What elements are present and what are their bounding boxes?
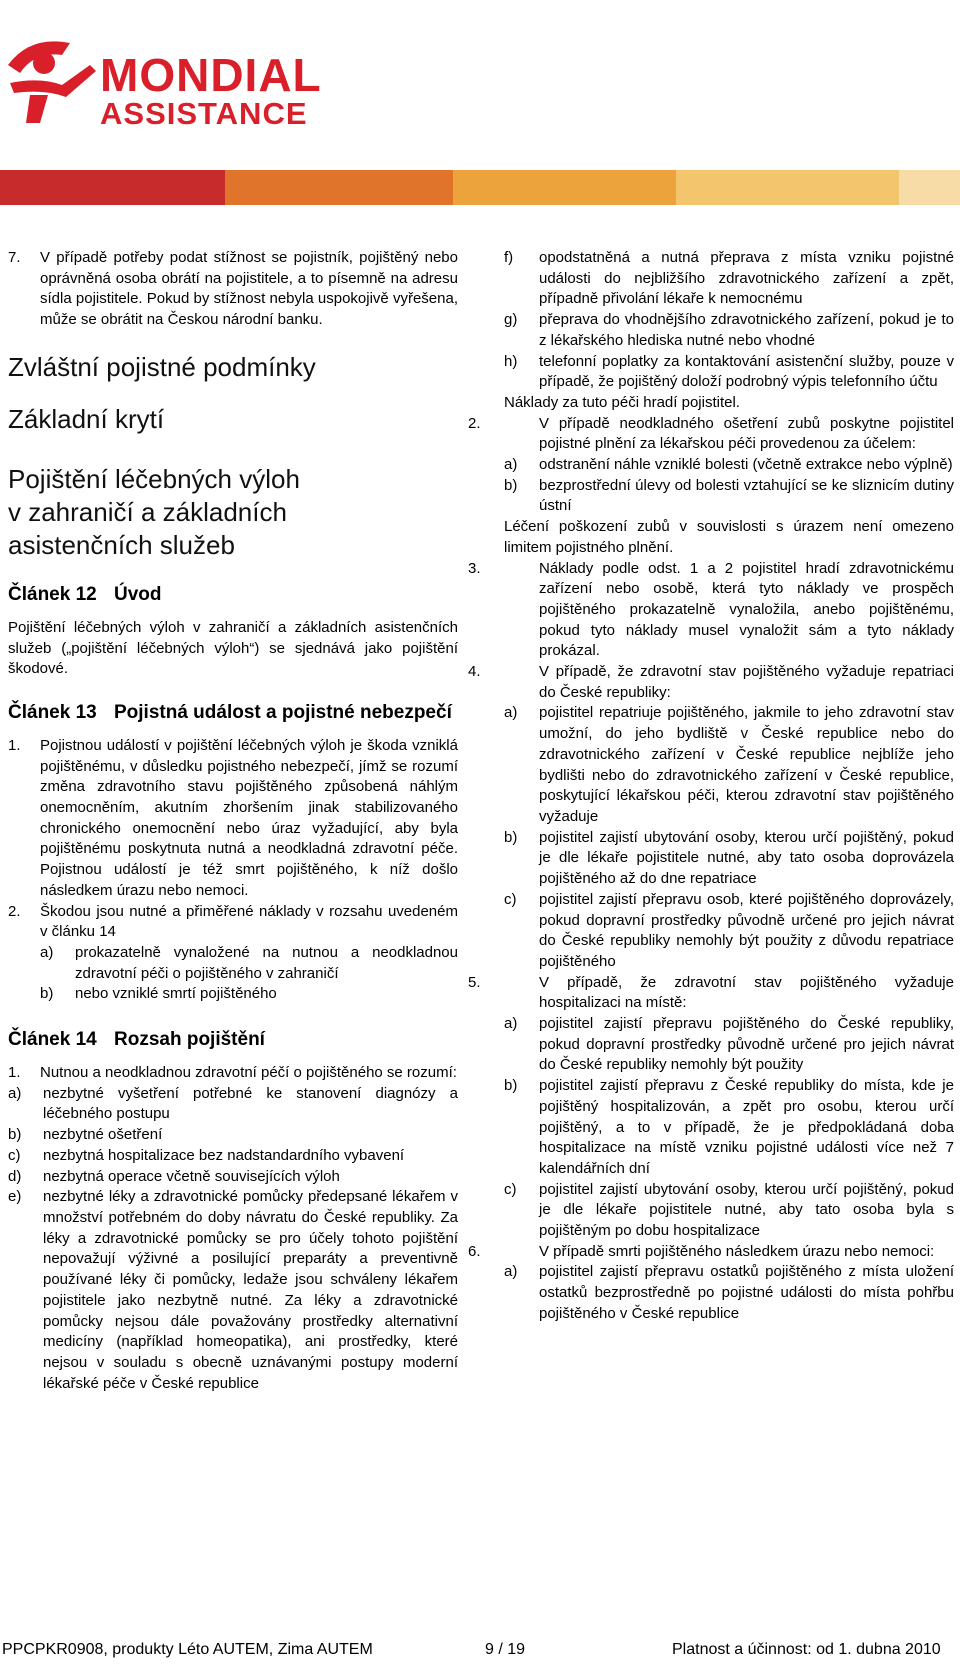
band-segment — [453, 170, 676, 205]
list-item: 1. Nutnou a neodkladnou zdravotní péčí o pojištěného se rozumí: — [8, 1064, 457, 1082]
footer-validity: Platnost a účinnost: od 1. dubna 2010 — [672, 1641, 941, 1658]
sub-item: a) nezbytné vyšetření potřebné ke stanovení diagnózy a léčebného postupu — [8, 1084, 458, 1123]
sub-item: b) bezprostřední úlevy od bolesti vztahující se ke sliznicím dutiny ústní — [504, 476, 954, 515]
sub-item: g) přeprava do vhodnějšího zdravotnického zařízení, pokud je to z lékařského hlediska nutné nebo vhodné — [504, 311, 954, 349]
sub-item: f) opodstatněná a nutná přeprava z místa vzniku pojistné události do nejbližšího zdravotnického zařízení a zpět, případně přivolání lékaře k nemocnému — [504, 249, 954, 308]
logo-text-assistance: ASSISTANCE — [100, 96, 308, 131]
section-title: Pojištění léčebných výloh v zahraničí a základních asistenčních služeb — [8, 463, 300, 560]
sub-item: b) nezbytné ošetření — [8, 1126, 163, 1144]
sub-item: b) pojistitel zajistí přepravu z České republiky do místa, kde je pojištěný hospitalizován, a zpět pro osobu, kterou určí pojištěný, a to v případě, že je předpokládaná doba hospitalizace na místě vzniku pojistné události více než 7 kalendářních dní — [504, 1077, 954, 1177]
list-item: 2. Škodou jsou nutné a přiměřené náklady v rozsahu uvedeném v článku 14 a) prokazatelně vynaložené na nutnou a neodkladnou zdravotní péči o pojištěného v zahraničí b) nebo vzniklé smrtí pojištěného — [8, 902, 458, 1006]
band-segment — [225, 170, 453, 205]
sub-item: a) odstranění náhle vzniklé bolesti (včetně extrakce nebo výplně) — [504, 456, 953, 474]
band-segment — [899, 170, 960, 205]
list-item: 3. Náklady podle odst. 1 a 2 pojistitel hradí zdravotnickému zařízení nebo osobě, která tyto náklady ve prospěch pojištěného prokazatelně vynaložila, anebo pojištěnému, pokud tyto náklady musel vynaložit sám a tyto náklady prokázal. — [468, 559, 954, 660]
sub-item: b) pojistitel zajistí ubytování osoby, kterou určí pojištěný, pokud je dle lékaře pojistitele nutné, aby tato osoba doprovázela pojištěného až do dne repatriace — [504, 828, 954, 888]
sub-item: e) nezbytné léky a zdravotnické pomůcky předepsané lékařem v množství potřebném do doby návratu do České republiky. Za léky a zdravotnické pomůcky se pro účely tohoto pojištění nepovažují výživné a posilující preparáty a preventivně používané léky či pomůcky, ledaže jsou schváleny lékařem pojistitele jako nezbytně nutné. Za léky a zdravotnické pomůcky nejsou dále považovány prostředky alternativní medicíny (například homeopatika), ani prostředky, které nejsou v souladu s obecně uznávanými postupy moderní lékařské péče v České republice — [8, 1188, 458, 1392]
list-item: 1. Pojistnou událostí v pojištění léčebných výloh je škoda vzniklá pojištěnému, v důsledku pojistného nebezpečí, jímž se rozumí změna zdravotního stavu pojištěného způsobená náhlým onemocněním, akutním zhoršením jinak stabilizovaného chronického onemocnění nebo úraz vyžadující, aby byla pojištěnému poskytnuta nutná a neodkladná zdravotní péče. Pojistnou událostí je též smrt pojištěného, k níž došlo následkem úrazu nebo nemoci. — [8, 736, 458, 899]
subtitle: Základní krytí — [8, 403, 165, 434]
sub-item: a) pojistitel repatriuje pojištěného, jakmile to jeho zdravotní stav umožní, do jeho bydliště v České republice nebo do zdravotnického zařízení v České republice nejblíže jeho bydlišti nebo do zdravotnického zařízení v České republice, poskytující lékařskou péči, kterou zdravotní stav pojištěného vyžaduje — [504, 704, 954, 825]
paragraph: Léčení poškození zubů v souvislosti s úrazem není omezeno limitem pojistného plnění. — [504, 518, 954, 556]
list-item: 2. V případě neodkladného ošetření zubů poskytne pojistitel pojistné plnění za lékařskou péči provedenou za účelem: — [468, 414, 954, 453]
page-title: Zvláštní pojistné podmínky — [8, 351, 316, 382]
list-item: 4. V případě, že zdravotní stav pojištěného vyžaduje repatriaci do České republiky: — [468, 663, 954, 701]
right-column — [468, 248, 954, 1325]
list-item: 7. V případě potřeby podat stížnost se pojistník, pojištěný nebo oprávněná osoba obrátí na pojistitele, a to písemně na adresu sídla pojistitele. Pokud by stížnost nebyla uspokojivě vyřešena, může se obrátit na Českou národní banku. — [8, 249, 458, 329]
list-item: 5. V případě, že zdravotní stav pojištěného vyžaduje hospitalizaci na místě: — [468, 973, 954, 1012]
logo-text-mondial: MONDIAL — [100, 49, 322, 101]
footer-code: PPCPKR0908, produkty Léto AUTEM, Zima AUTEM — [2, 1641, 373, 1658]
sub-item: c) pojistitel zajistí přepravu osob, které pojištěného doprovázely, pokud dopravní prostředky původně určené pro jejich návrat do České republiky nemohly být použity z důvodu repatriace pojištěného — [504, 890, 954, 970]
costs-note: Náklady za tuto péči hradí pojistitel. — [504, 393, 740, 411]
sub-item: a) prokazatelně vynaložené na nutnou a neodkladnou zdravotní péči o pojištěného v zahraničí — [40, 943, 458, 982]
band-segment — [676, 170, 899, 205]
footer-page-number: 9 / 19 — [485, 1641, 526, 1658]
sub-item: d) nezbytná operace včetně souvisejících výloh — [8, 1167, 340, 1185]
sub-item: c) nezbytná hospitalizace bez nadstandardního vybavení — [8, 1146, 405, 1164]
article-14-heading: Článek 14 Rozsah pojištění — [8, 1029, 265, 1051]
logo-mark-icon — [0, 25, 100, 135]
article-13-heading: Článek 13 Pojistná událost a pojistné nebezpečí — [8, 701, 452, 723]
article-12-heading: Článek 12 Úvod — [8, 583, 162, 605]
sub-item: b) nebo vzniklé smrtí pojištěného — [40, 985, 277, 1003]
sub-item: a) pojistitel zajistí přepravu pojištěného do České republiky, pokud dopravní prostředky původně určené pro jejich návrat do České republiky nemohly být použity — [504, 1015, 954, 1074]
sub-item: a) pojistitel zajistí přepravu ostatků pojištěného z místa uložení ostatků bezprostředně po pojistné události do místa pohřbu pojištěného v České republice — [504, 1263, 954, 1322]
band-segment — [0, 170, 225, 205]
sub-item: h) telefonní poplatky za kontaktování asistenční služby, pouze v případě, že pojištěný doloží podrobný výpis telefonního účtu — [504, 352, 954, 391]
list-item: 6. V případě smrti pojištěného následkem úrazu nebo nemoci: — [468, 1242, 935, 1260]
paragraph: Pojištění léčebných výloh v zahraničí a základních asistenčních služeb („pojištění léčebných výloh“) se sjednává jako pojištění škodové. — [8, 618, 458, 678]
left-column — [8, 248, 458, 1394]
sub-item: c) pojistitel zajistí ubytování osoby, kterou určí pojištěný, pokud je dle lékaře pojistitele nutné, aby tato osoba byla s pojištěným po dobu hospitalizace — [504, 1180, 954, 1240]
